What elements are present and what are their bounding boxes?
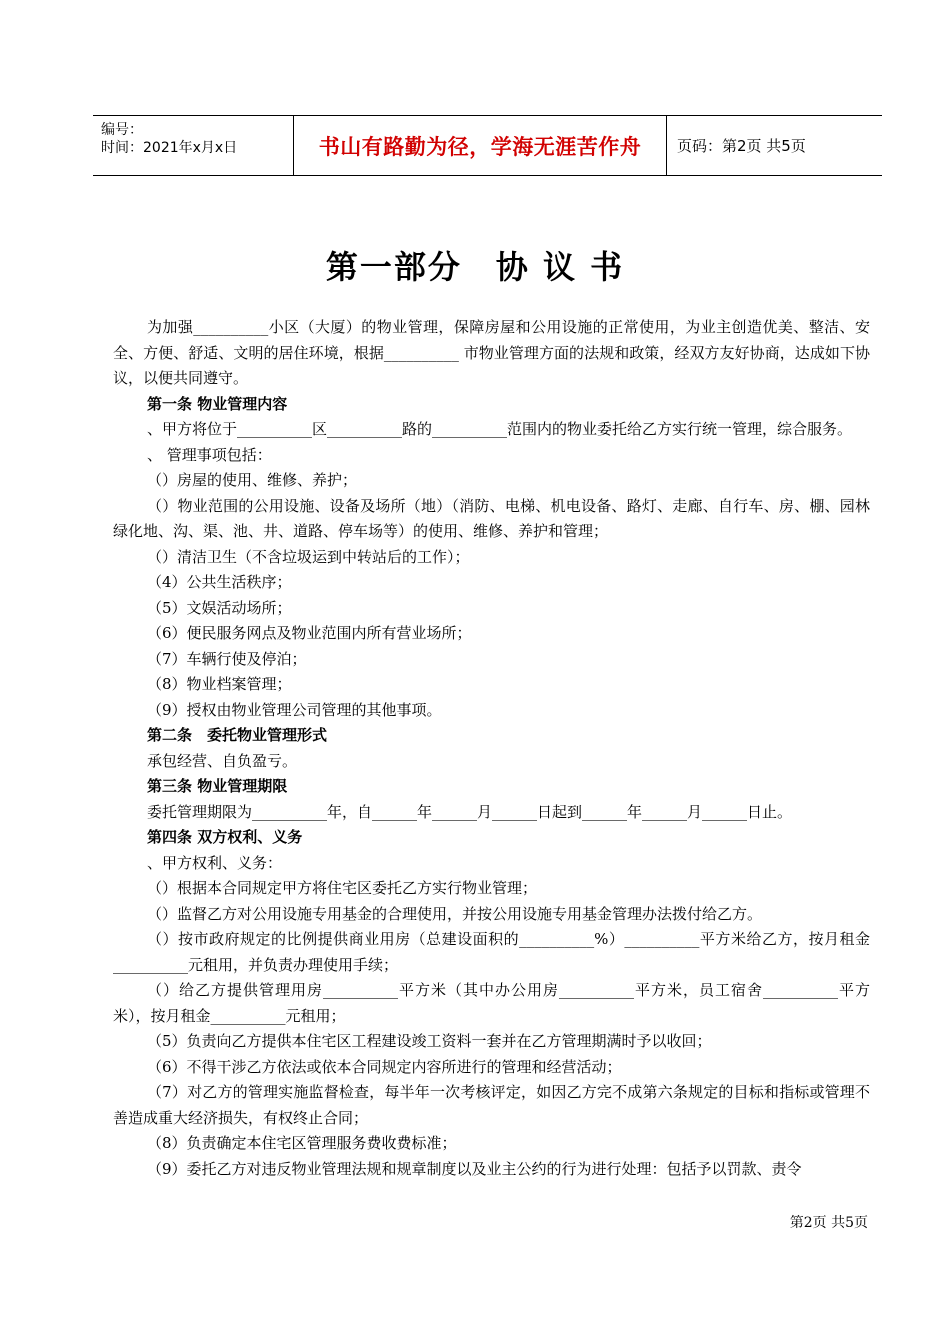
list-item: （6）不得干涉乙方依法或依本合同规定内容所进行的管理和经营活动； [147,1057,622,1076]
list-item: （9）授权由物业管理公司管理的其他事项。 [147,700,442,719]
list-item: （9）委托乙方对违反物业管理法规和规章制度以及业主公约的行为进行处理：包括予以罚款、责令 [147,1159,802,1178]
list-item: （5）文娱活动场所； [147,598,292,617]
list-item: （）房屋的使用、维修、养护； [147,471,358,489]
page-title: 第一部分 协 议 书 [325,248,625,286]
header-page-info: 页码：第2页 共5页 [677,137,806,155]
list-item: （5）负责向乙方提供本住宅区工程建设竣工资料一套并在乙方管理期满时予以收回； [147,1032,712,1050]
list-item: （）给乙方提供管理用房__________平方米（其中办公用房__________平方米，员工宿舍__________平方米），按月租金__________元租用； [113,981,870,1025]
page-header [93,115,882,176]
article-heading: 第一条 物业管理内容 [147,394,288,413]
serial-label: 编号： [101,122,143,138]
article-heading: 第三条 物业管理期限 [147,777,288,795]
list-item: （）按市政府规定的比例提供商业用房（总建设面积的__________%）__________平方米给乙方，按月租金__________元租用，并负责办理使用手续； [113,930,870,974]
document-body [113,315,870,1182]
list-item: （6）便民服务网点及物业范围内所有营业场所； [147,624,472,642]
article-paragraph: 、甲方将位于__________区__________路的__________范围内的物业委托给乙方实行统一管理，综合服务。 [147,420,853,438]
article-heading: 第四条 双方权利、义务 [147,828,303,846]
article-paragraph: 承包经营、自负盈亏。 [147,751,298,770]
list-item: （）根据本合同规定甲方将住宅区委托乙方实行物业管理； [147,879,538,897]
article-heading: 第二条 委托物业管理形式 [147,726,328,744]
page-footer: 第2页 共5页 [789,1215,868,1231]
list-item: （7）对乙方的管理实施监督检查，每半年一次考核评定，如因乙方完不成第六条规定的目标和指标或管理不善造成重大经济损失，有权终止合同； [113,1083,870,1127]
header-motto: 书山有路勤为径，学海无涯苦作舟 [318,134,642,159]
header-divider [666,116,667,175]
list-item: （8）物业档案管理； [147,675,292,693]
list-item: （8）负责确定本住宅区管理服务费收费标准； [147,1134,457,1152]
article-paragraph: 、甲方权利、义务： [147,853,283,872]
list-item: （7）车辆行使及停泊； [147,649,307,668]
list-item: （）监督乙方对公用设施专用基金的合理使用，并按公用设施专用基金管理办法拨付给乙方。 [147,904,763,923]
list-item: （）物业范围的公用设施、设备及场所（地）（消防、电梯、机电设备、路灯、走廊、自行车、房、棚、园林绿化地、沟、渠、池、井、道路、停车场等）的使用、维修、养护和管理； [113,496,870,540]
header-meta [101,121,291,157]
intro-paragraph: 为加强__________小区（大厦）的物业管理，保障房屋和公用设施的正常使用，为业主创造优美、整洁、安全、方便、舒适、文明的居住环境，根据__________ 市物业管理方面的法规和政策，经双方友好协商，达成如下协议，以便共同遵守。 [113,318,870,387]
list-item: （4）公共生活秩序； [147,573,292,591]
article-paragraph: 、 管理事项包括： [147,445,272,464]
list-item: （）清洁卫生（不含垃圾运到中转站后的工作）； [147,547,470,566]
article-paragraph: 委托管理期限为__________年，自______年______月______日起到______年______月______日止。 [147,802,793,821]
date-label: 时间：2021年x月x日 [101,140,238,156]
